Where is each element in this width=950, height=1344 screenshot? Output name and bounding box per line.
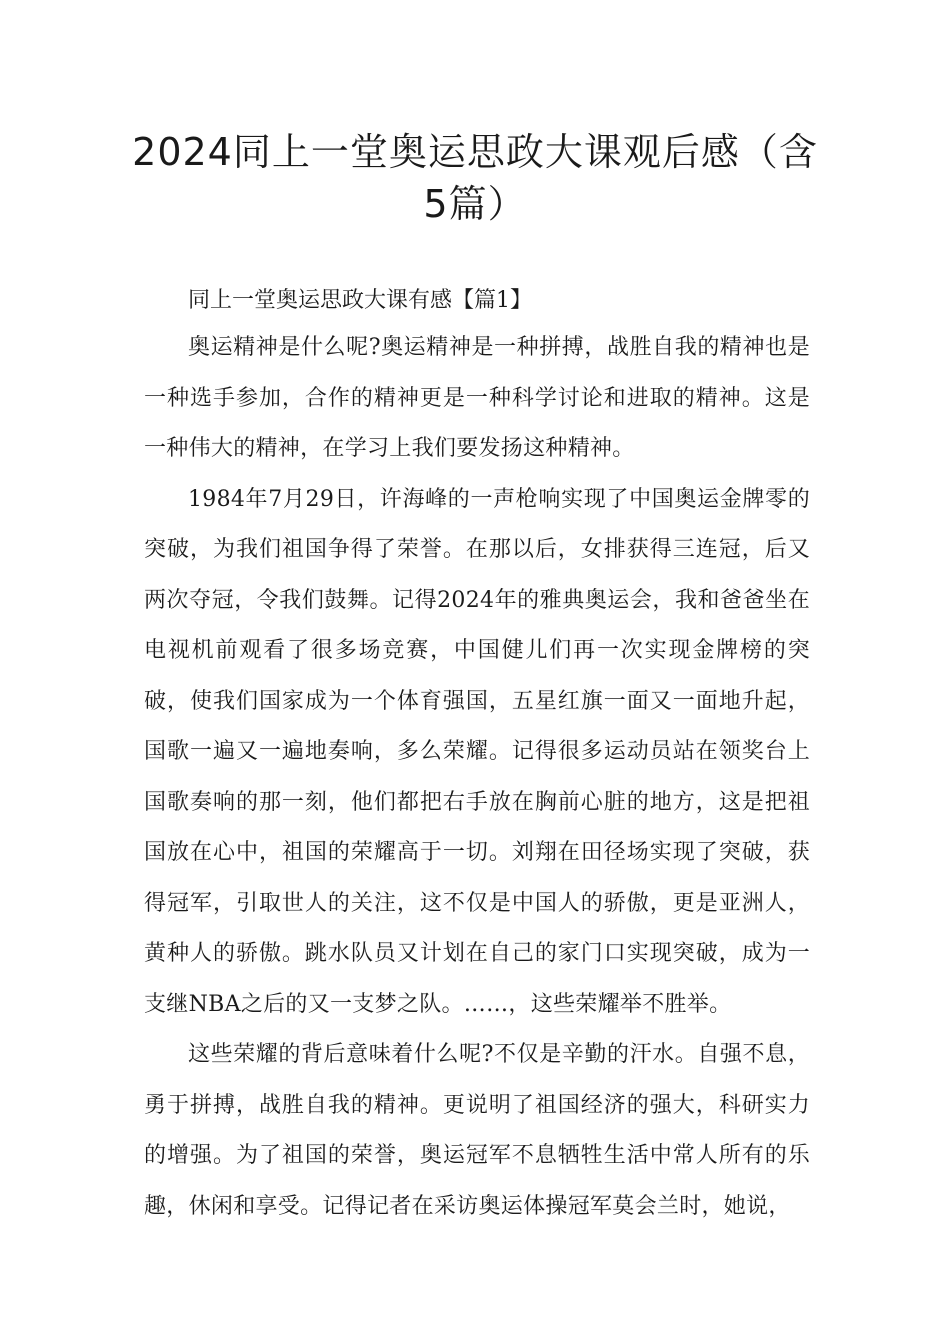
document-title-line-2: 5篇） bbox=[423, 182, 527, 226]
paragraph-1: 奥运精神是什么呢?奥运精神是一种拼搏，战胜自我的精神也是一种选手参加，合作的精神更是一种科学讨论和进取的精神。这是一种伟大的精神，在学习上我们要发扬这种精神。 bbox=[144, 335, 810, 461]
section-heading: 同上一堂奥运思政大课有感【篇1】 bbox=[188, 288, 532, 313]
document-title bbox=[120, 126, 830, 230]
paragraph-2: 1984年7月29日，许海峰的一声枪响实现了中国奥运金牌零的突破，为我们祖国争得了荣誉。在那以后，女排获得三连冠，后又两次夺冠，令我们鼓舞。记得2024年的雅典奥运会，我和爸爸坐在电视机前观看了很多场竞赛，中国健儿们再一次实现金牌榜的突破，使我们国家成为一个体育强国，五星红旗一面又一面地升起，国歌一遍又一遍地奏响，多么荣耀。记得很多运动员站在领奖台上国歌奏响的那一刻，他们都把右手放在胸前心脏的地方，这是把祖国放在心中，祖国的荣耀高于一切。刘翔在田径场实现了突破，获得冠军，引取世人的关注，这不仅是中国人的骄傲，更是亚洲人，黄种人的骄傲。跳水队员又计划在自己的家门口实现突破，成为一支继NBA之后的又一支梦之队。……，这些荣耀举不胜举。 bbox=[144, 486, 810, 1017]
paragraph-3: 这些荣耀的背后意味着什么呢?不仅是辛勤的汗水。自强不息，勇于拼搏，战胜自我的精神。更说明了祖国经济的强大，科研实力的增强。为了祖国的荣誉，奥运冠军不息牺牲生活中常人所有的乐趣，休闲和享受。记得记者在采访奥运体操冠军莫会兰时，她说， bbox=[144, 1042, 810, 1219]
document-title-line-1: 2024同上一堂奥运思政大课观后感（含 bbox=[132, 130, 818, 174]
document-body bbox=[144, 282, 810, 1232]
